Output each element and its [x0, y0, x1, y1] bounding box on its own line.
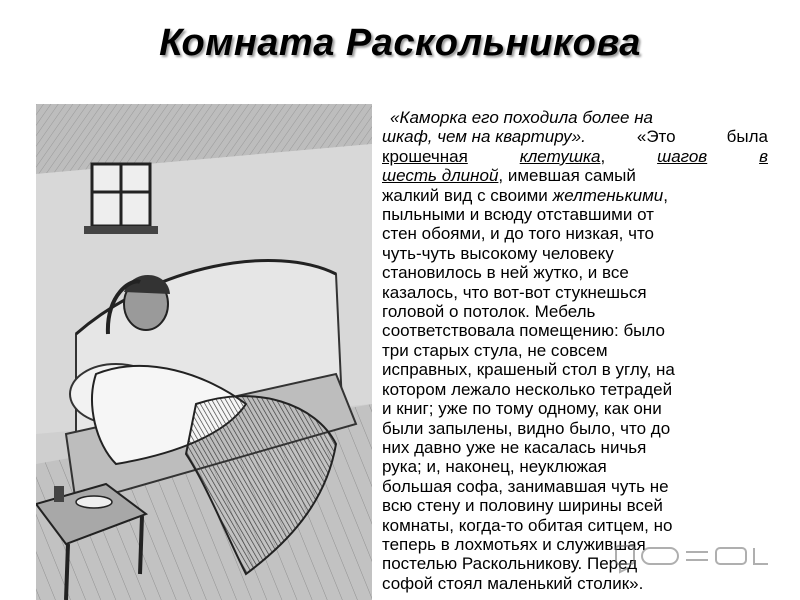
- text-fragment: была: [726, 127, 768, 147]
- text-line: теперь в лохмотьях и служившая: [382, 534, 646, 554]
- text-fragment-underlined: шесть длиной: [382, 166, 499, 186]
- text-fragment: , имевшая самый: [498, 166, 636, 186]
- text-line: [382, 186, 768, 205]
- text-fragment: жалкий вид с своими: [382, 185, 548, 205]
- description-text: [382, 108, 768, 593]
- text-line: «Каморка его походила более на: [390, 108, 654, 127]
- text-fragment: шкаф, чем на квартиру».: [382, 127, 586, 147]
- text-fragment: шагов: [657, 146, 708, 166]
- text-line: рука; и, наконец, неуклюжая: [382, 457, 607, 477]
- text-fragment: [520, 147, 606, 166]
- text-line: постелью Раскольникову. Перед: [382, 554, 638, 574]
- text-line: стен обоями, и до того низкая, что: [382, 224, 655, 244]
- text-line: котором лежало несколько тетрадей: [382, 379, 673, 399]
- text-line: [382, 147, 768, 166]
- text-line: комнаты, когда-то обитая ситцем, но: [382, 515, 673, 535]
- text-fragment: крошечная: [382, 146, 468, 166]
- text-line: и книг; уже по тому одному, как они: [382, 399, 662, 419]
- text-line: соответствовала помещению: было: [382, 321, 665, 341]
- text-line: большая софа, занимавшая чуть не: [382, 476, 669, 496]
- text-line: [382, 127, 768, 146]
- window: [84, 164, 158, 234]
- text-line: них давно уже не касалась ничья: [382, 437, 647, 457]
- text-line: чуть-чуть высокому человеку: [382, 243, 614, 263]
- illustration-drawing: [36, 104, 372, 600]
- text-fragment-underlined: клетушка: [519, 146, 601, 166]
- text-fragment: ,: [600, 146, 606, 166]
- raskolnikov-illustration: [36, 104, 372, 600]
- text-line: головой о потолок. Мебель: [382, 302, 596, 322]
- text-fragment: «Это: [636, 127, 676, 147]
- text-line: становилось в ней жутко, и все: [382, 263, 629, 283]
- text-fragment: в: [759, 146, 768, 166]
- text-line: исправных, крашеный стол в углу, на: [382, 360, 675, 380]
- text-line: три старых стула, не совсем: [382, 340, 608, 360]
- text-line: [382, 166, 768, 185]
- slide-title: Комната Раскольникова: [159, 22, 641, 64]
- text-line: всю стену и половину ширины всей: [382, 496, 663, 516]
- text-line: казалось, что вот-вот стукнешься: [382, 282, 647, 302]
- text-line: софой стоял маленький столик».: [382, 573, 644, 593]
- text-fragment: ,: [663, 185, 668, 205]
- text-line: пыльными и всюду отставшими от: [382, 205, 654, 225]
- text-line: были запылены, видно было, что до: [382, 418, 671, 438]
- text-fragment: желтенькими: [552, 185, 664, 205]
